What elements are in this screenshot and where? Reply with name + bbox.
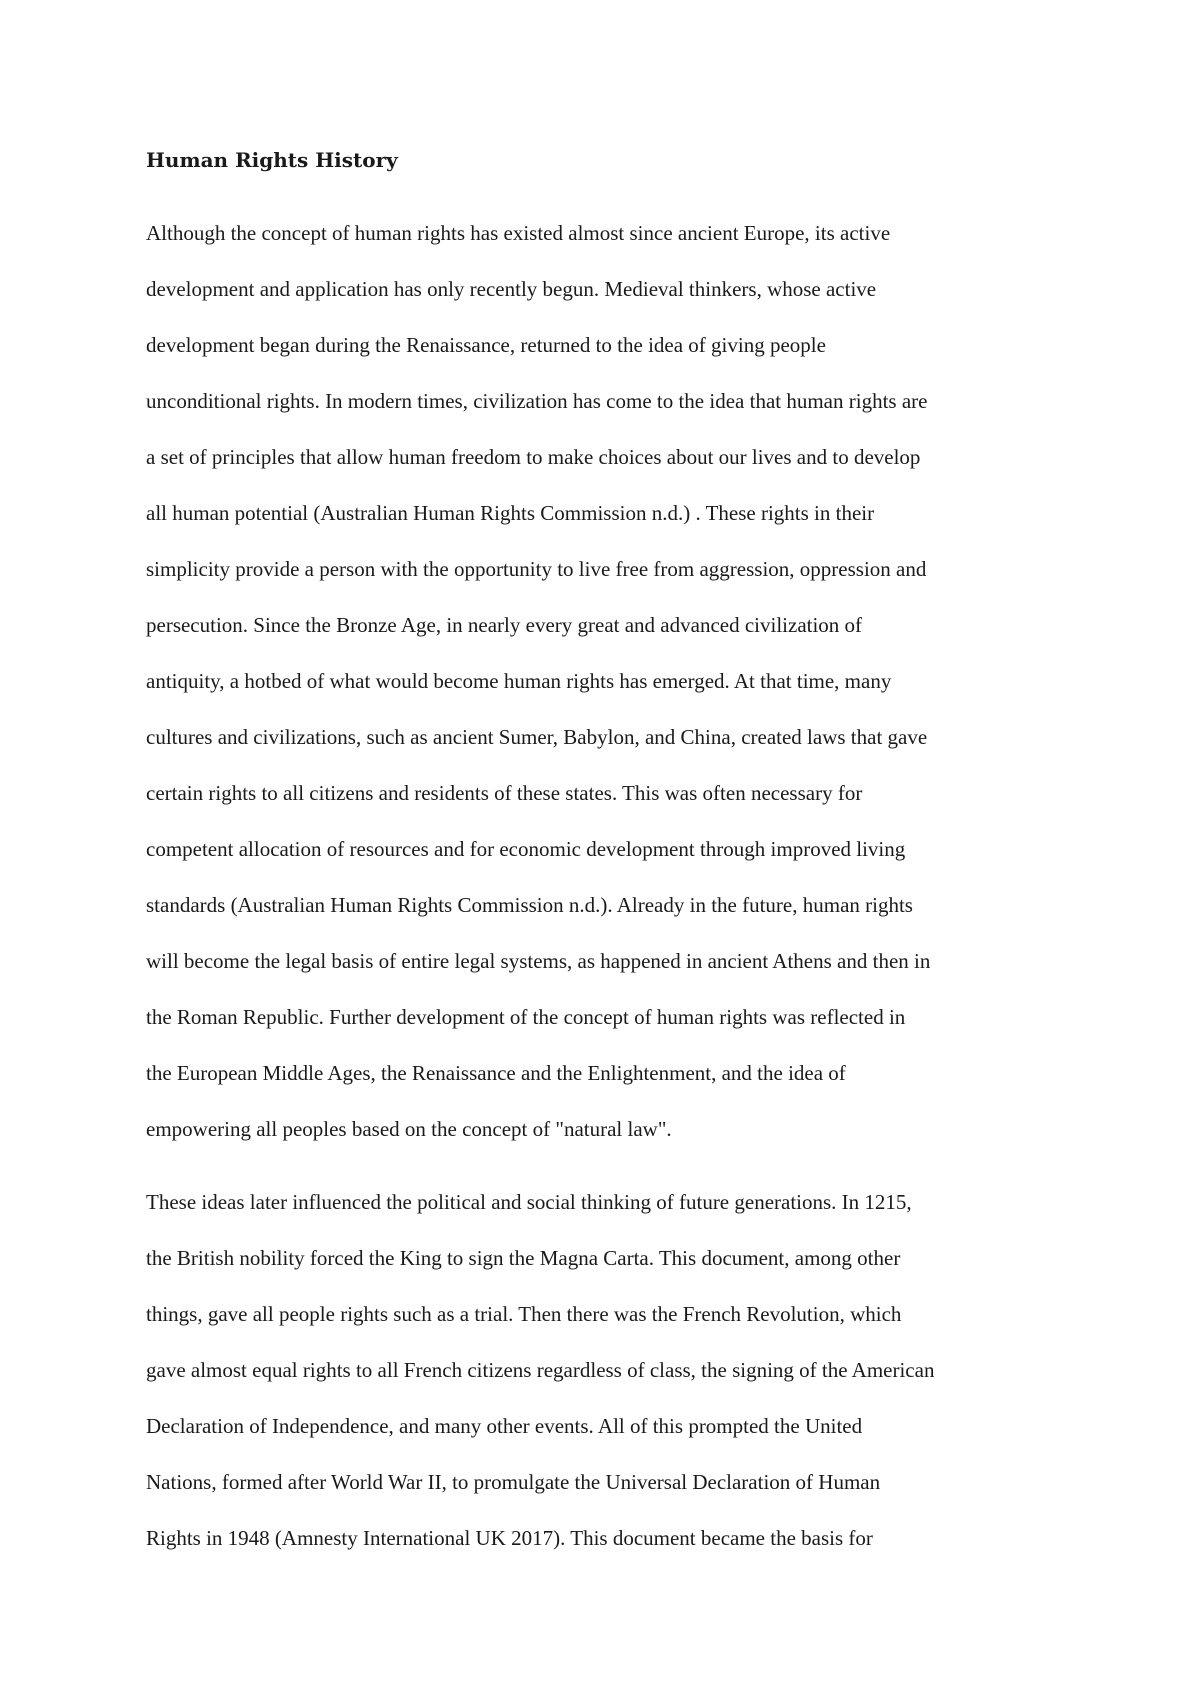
- text-line: Rights in 1948 (Amnesty International UK 2017). This document became the basis for: [146, 1526, 873, 1550]
- text-line: empowering all peoples based on the concept of "natural law".: [146, 1117, 672, 1141]
- text-line: competent allocation of resources and for economic development through improved living: [146, 837, 906, 861]
- text-line: Declaration of Independence, and many other events. All of this prompted the United: [146, 1414, 863, 1438]
- text-line: persecution. Since the Bronze Age, in nearly every great and advanced civilization of: [146, 613, 863, 637]
- text-line: certain rights to all citizens and residents of these states. This was often necessary for: [146, 781, 863, 805]
- paragraph-1: [146, 205, 1146, 1157]
- text-line: the European Middle Ages, the Renaissance and the Enlightenment, and the idea of: [146, 1061, 846, 1085]
- text-line: Although the concept of human rights has existed almost since ancient Europe, its active: [146, 221, 891, 245]
- text-line: standards (Australian Human Rights Commission n.d.). Already in the future, human rights: [146, 893, 913, 917]
- text-line: cultures and civilizations, such as ancient Sumer, Babylon, and China, created laws that gave: [146, 725, 928, 749]
- text-line: things, gave all people rights such as a trial. Then there was the French Revolution, which: [146, 1302, 902, 1326]
- text-line: the British nobility forced the King to sign the Magna Carta. This document, among other: [146, 1246, 901, 1270]
- text-line: a set of principles that allow human freedom to make choices about our lives and to develop: [146, 445, 921, 469]
- text-line: will become the legal basis of entire legal systems, as happened in ancient Athens and then in: [146, 949, 931, 973]
- text-line: development began during the Renaissance, returned to the idea of giving people: [146, 333, 826, 357]
- text-line: simplicity provide a person with the opportunity to live free from aggression, oppression and: [146, 557, 927, 581]
- text-line: These ideas later influenced the political and social thinking of future generations. In 1215,: [146, 1190, 912, 1214]
- text-line: antiquity, a hotbed of what would become human rights has emerged. At that time, many: [146, 669, 892, 693]
- paragraph-2: [146, 1174, 1146, 1566]
- text-line: development and application has only recently begun. Medieval thinkers, whose active: [146, 277, 877, 301]
- document-title: Human Rights History: [146, 148, 398, 172]
- text-line: the Roman Republic. Further development of the concept of human rights was reflected in: [146, 1005, 906, 1029]
- text-line: gave almost equal rights to all French citizens regardless of class, the signing of the American: [146, 1358, 935, 1382]
- text-line: all human potential (Australian Human Rights Commission n.d.) . These rights in their: [146, 501, 875, 525]
- text-line: unconditional rights. In modern times, civilization has come to the idea that human rights are: [146, 389, 928, 413]
- text-line: Nations, formed after World War II, to promulgate the Universal Declaration of Human: [146, 1470, 881, 1494]
